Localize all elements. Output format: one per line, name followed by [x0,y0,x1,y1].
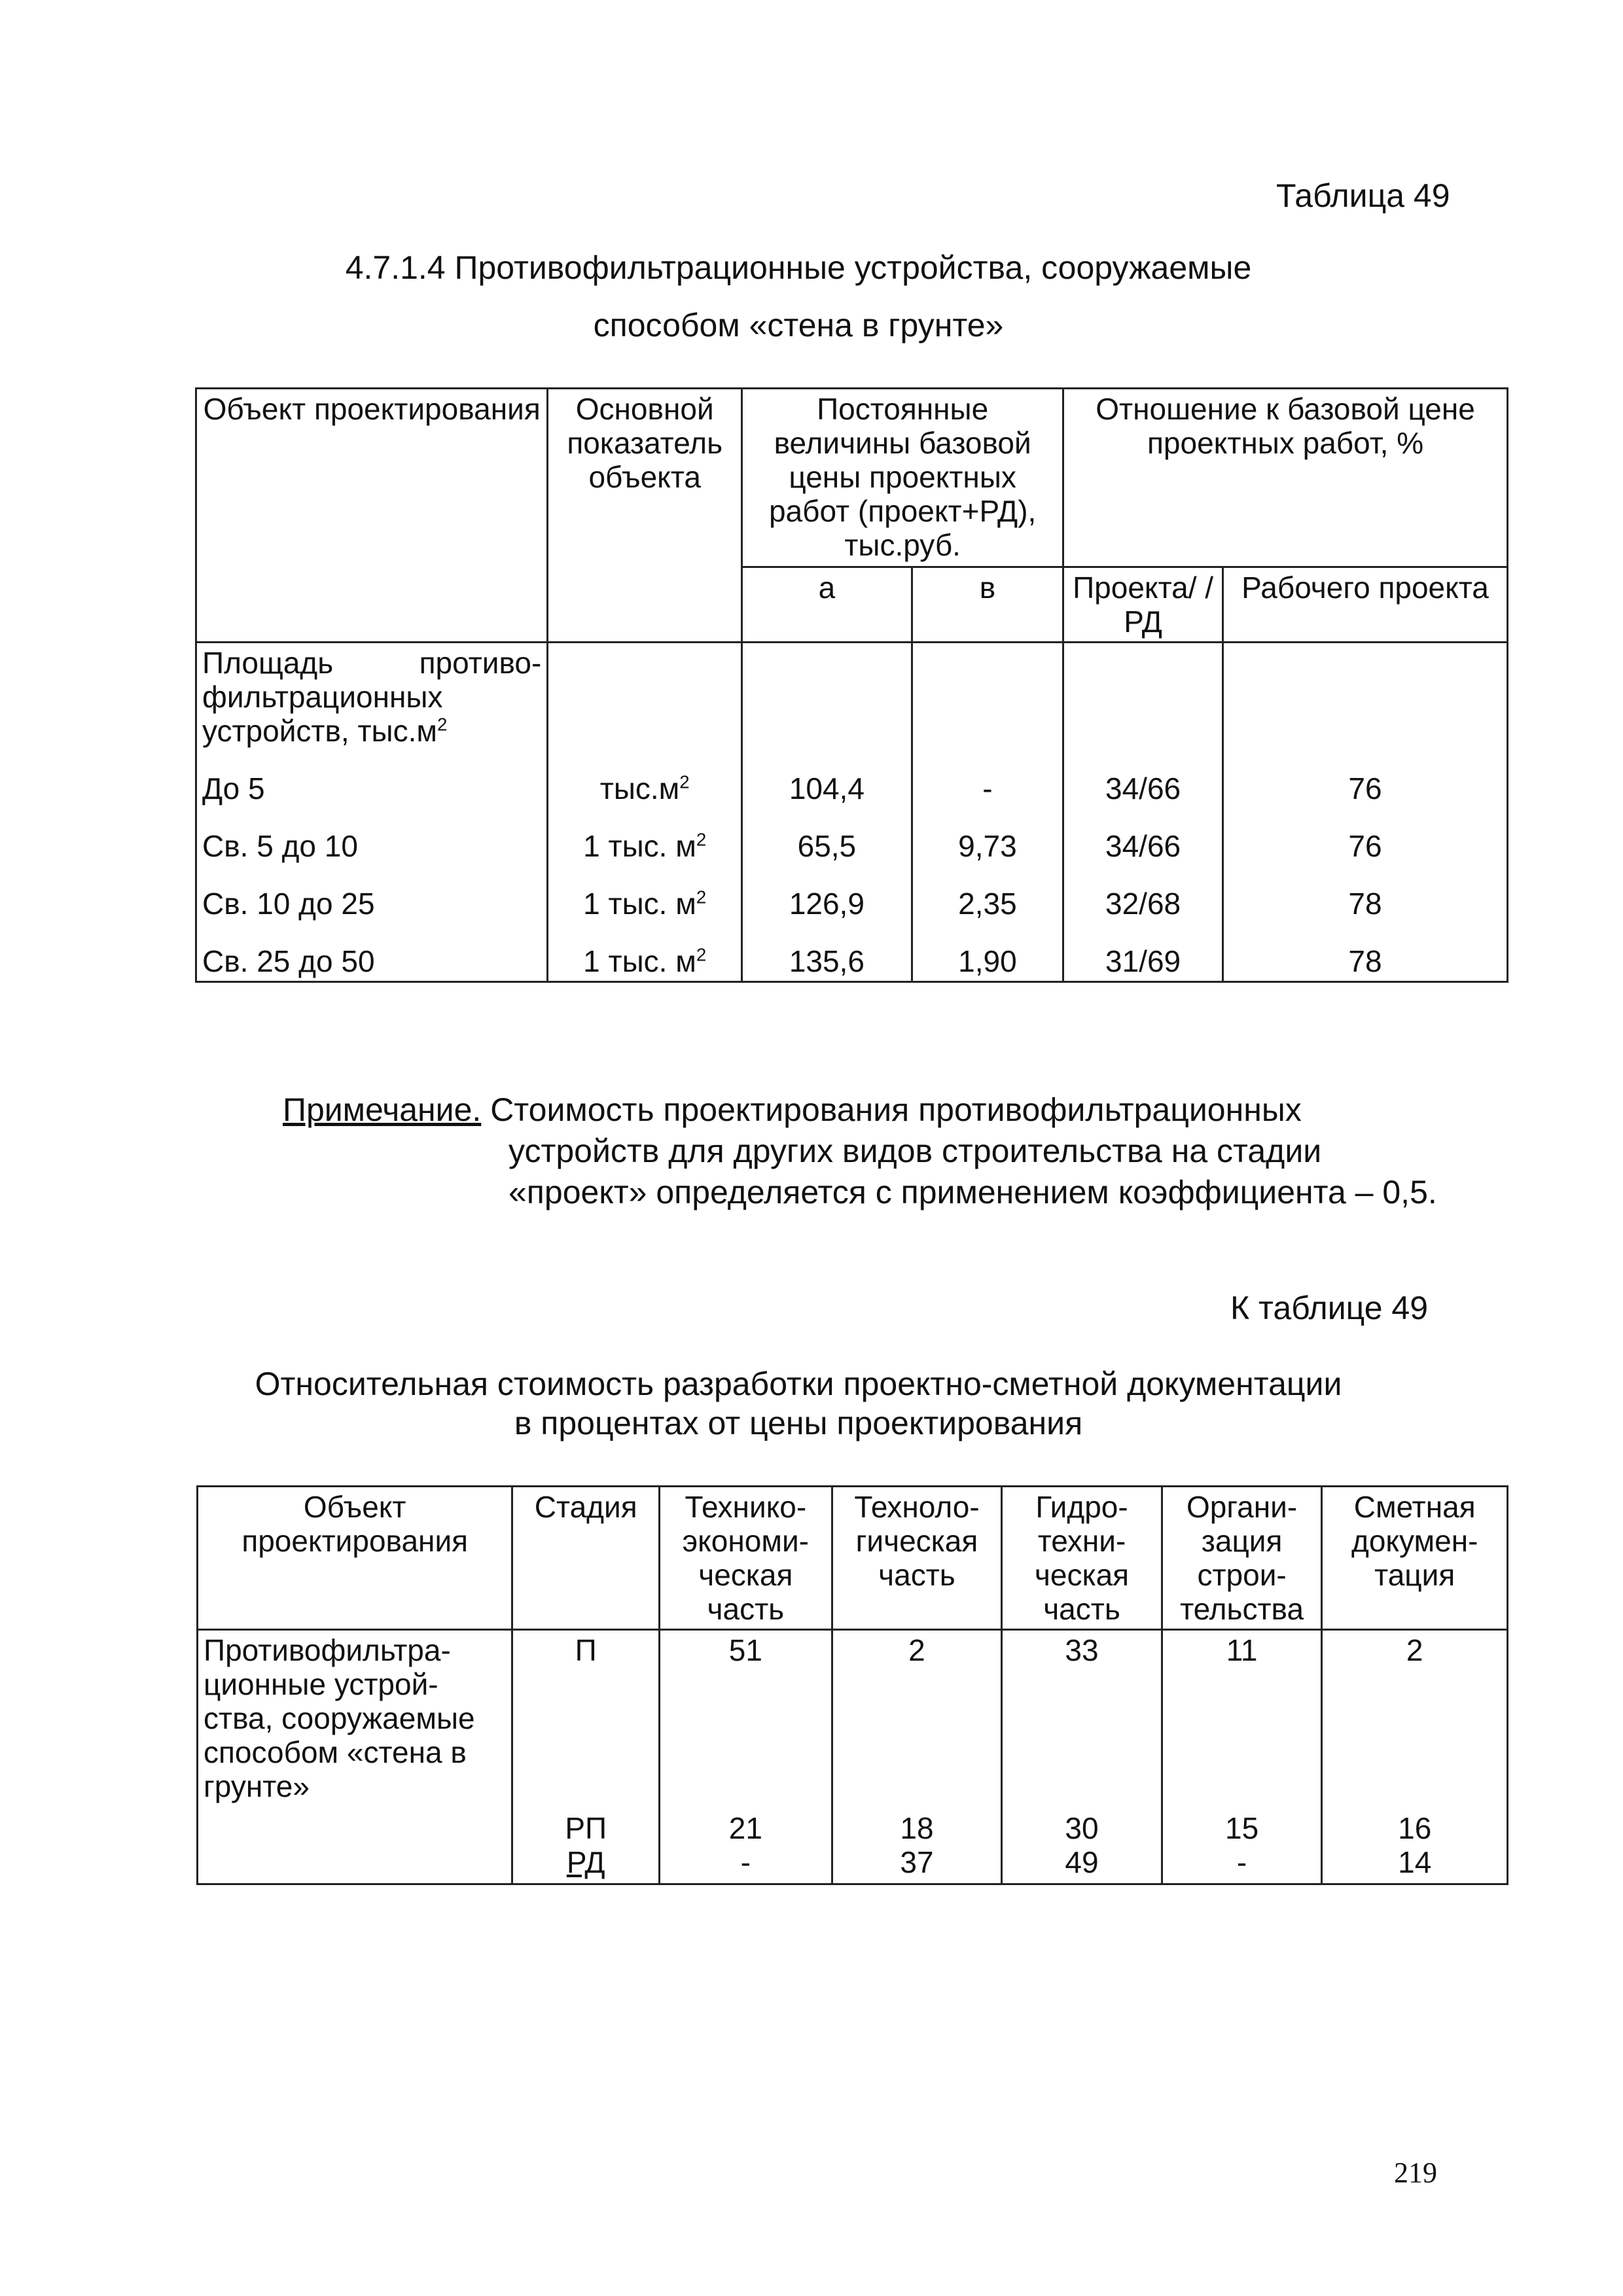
header-working: Рабочего проекта [1223,567,1508,643]
note-line2: устройств для других видов строительства на стадии [508,1133,1322,1169]
group-label: Площадь противо-фильтрационных устройств, $тыс.м^2$ [196,643,548,760]
table2-title [196,1364,1400,1443]
row-label: До 5 [196,760,548,817]
note-line1: Стоимость проектирования противофильтрационных [481,1091,1302,1128]
row-working: 78 [1223,875,1508,932]
row-b: - [912,760,1063,817]
table-caption: Таблица 49 [1276,177,1450,214]
table2-title-line2: в процентах от цены проектирования [514,1405,1083,1441]
t2-header-estimate: Сметная докумен-тация [1322,1487,1508,1630]
row-project-rd: 34/66 [1063,817,1223,875]
table-row [196,875,1508,932]
header-constants: Постоянные величины базовой цены проектных работ (проект+РД), тыс.руб. [742,389,1063,567]
row-b: 1,90 [912,932,1063,982]
header-indicator: Основной показатель объекта [548,389,742,643]
t2-cell: 18 [832,1811,1002,1845]
t2-header-stage: Стадия [512,1487,660,1630]
row-unit: $тыс.м^2$ [548,760,742,817]
t2-cell: 16 [1322,1811,1508,1845]
t2-header-hydro: Гидро-техни-ческая часть [1002,1487,1162,1630]
row-unit: 1 тыс. $м^2$ [548,932,742,982]
t2-cell: - [660,1845,832,1884]
row-a: 135,6 [742,932,912,982]
t2-cell: 51 [660,1630,832,1812]
header-b: в [912,567,1063,643]
t2-cell: 21 [660,1811,832,1845]
t2-header-construction: Органи-зация строи-тельства [1162,1487,1322,1630]
note [283,1089,1437,1213]
header-project-rd: Проекта/ /РД [1063,567,1223,643]
t2-stage: РД [512,1845,660,1884]
row-unit: 1 тыс. $м^2$ [548,875,742,932]
t2-cell: 33 [1002,1630,1162,1812]
header-object: Объект проектирования [196,389,548,643]
t2-cell: - [1162,1845,1322,1884]
row-label: Св. 25 до 50 [196,932,548,982]
table-row [196,760,1508,817]
row-project-rd: 32/68 [1063,875,1223,932]
t2-stage: П [512,1630,660,1812]
row-b: 9,73 [912,817,1063,875]
header-ratio: Отношение к базовой цене проектных работ, % [1063,389,1508,567]
t2-cell: 30 [1002,1811,1162,1845]
section-title-line2: способом «стена в грунте» [593,307,1004,344]
t2-header-technological: Техноло-гическая часть [832,1487,1002,1630]
to-table-caption: К таблице 49 [1230,1290,1429,1326]
row-a: 126,9 [742,875,912,932]
t2-stage: РП [512,1811,660,1845]
t2-cell: 14 [1322,1845,1508,1884]
t2-cell: 2 [1322,1630,1508,1812]
t2-cell: 49 [1002,1845,1162,1884]
section-title [196,239,1400,354]
t2-cell: 15 [1162,1811,1322,1845]
row-working: 78 [1223,932,1508,982]
row-label: Св. 5 до 10 [196,817,548,875]
row-project-rd: 31/69 [1063,932,1223,982]
t2-cell: 37 [832,1845,1002,1884]
t2-header-object: Объект проектирования [198,1487,512,1630]
page-number: 219 [1394,2157,1437,2189]
table2-title-line1: Относительная стоимость разработки проектно-сметной документации [255,1366,1342,1402]
row-a: 104,4 [742,760,912,817]
section-title-line1: 4.7.1.4 Противофильтрационные устройства, сооружаемые [345,249,1252,286]
note-line3: «проект» определяется с применением коэффициента – 0,5. [508,1174,1437,1210]
header-a: а [742,567,912,643]
t2-header-tech-econ: Технико-экономи-ческая часть [660,1487,832,1630]
row-b: 2,35 [912,875,1063,932]
row-label: Св. 10 до 25 [196,875,548,932]
table-row [196,932,1508,982]
t2-cell: 2 [832,1630,1002,1812]
note-label: Примечание. [283,1091,482,1128]
row-project-rd: 34/66 [1063,760,1223,817]
base-price-table [195,387,1508,983]
row-working: 76 [1223,817,1508,875]
row-working: 76 [1223,760,1508,817]
row-unit: 1 тыс. $м^2$ [548,817,742,875]
cost-share-table [196,1485,1508,1885]
t2-object: Противофильтра-ционные устрой-ства, сооружаемые способом «стена в грунте» [198,1630,512,1884]
table-row [196,817,1508,875]
t2-cell: 11 [1162,1630,1322,1812]
row-a: 65,5 [742,817,912,875]
